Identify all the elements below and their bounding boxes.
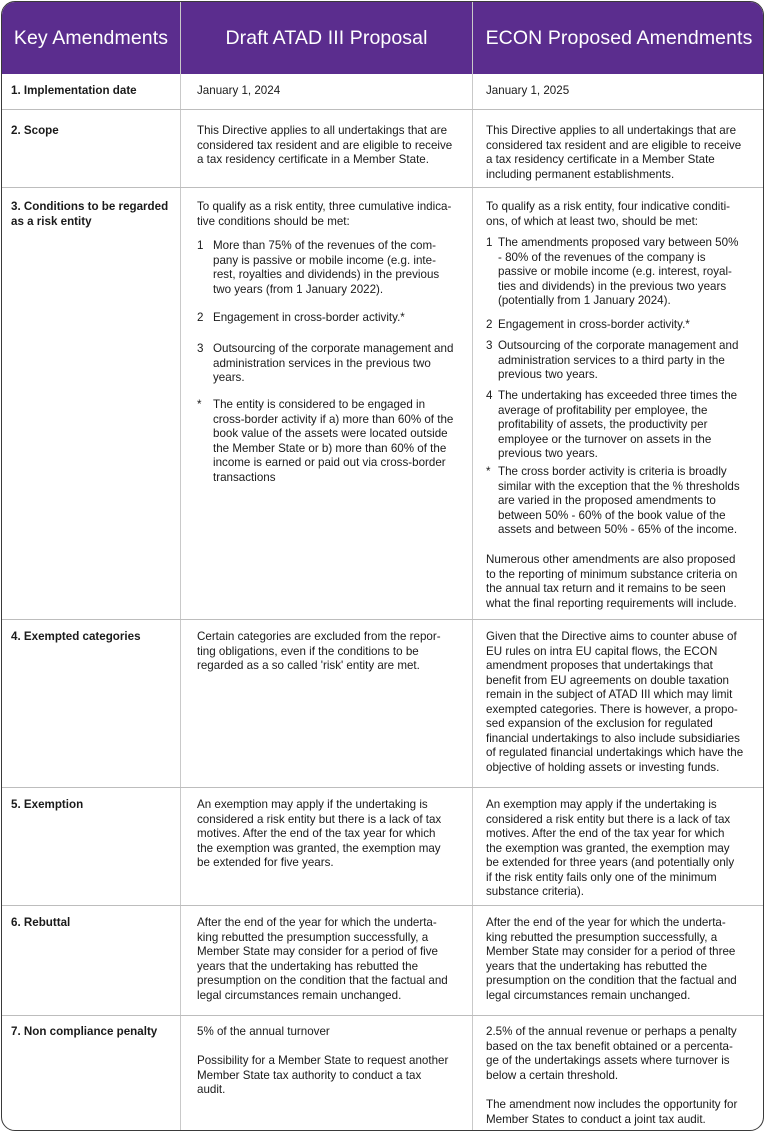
econ-rebuttal-line: presumption on the condition that the factual and: [486, 974, 737, 987]
econ-conditions-item-marker: 4: [486, 389, 493, 402]
draft-conditions-item-marker: 3: [197, 342, 204, 355]
econ-scope-line: a tax residency certificate in a Member State: [486, 153, 715, 166]
econ-exempted-categories-line: sed expansion of the exclusion for regulated: [486, 717, 713, 730]
draft-conditions-item-line: the Member State or b) more than 60% of the: [213, 441, 447, 455]
econ-conditions-outro-line: the annual tax return and it remains to be seen: [486, 582, 726, 595]
econ-conditions-item-line: are varied in the proposed amendments to: [498, 494, 716, 507]
row-label-scope-line: 2. Scope: [11, 124, 59, 137]
draft-rebuttal-line: king rebutted the presumption successfully, a: [197, 930, 429, 944]
draft-conditions-item-marker: 2: [197, 311, 204, 324]
draft-conditions-item-marker: 1: [197, 239, 204, 252]
draft-conditions-item-line: pany is passive or mobile income (e.g. inte-: [213, 253, 436, 267]
row-label-exemption-line: 5. Exemption: [11, 798, 84, 811]
draft-rebuttal-line: presumption on the condition that the factual and: [197, 974, 448, 987]
econ-rebuttal-line: legal circumstances remain unchanged.: [486, 988, 691, 1002]
econ-conditions-outro-line: Numerous other amendments are also proposed: [486, 553, 736, 566]
draft-conditions-item-line: years.: [213, 371, 245, 384]
row-label-implementation-date-line: 1. Implementation date: [11, 84, 137, 97]
econ-conditions-item-line: between 50% - 60% of the book value of the: [498, 508, 726, 522]
draft-conditions-item-line: cross-border activity if a) more than 60% of the: [213, 412, 454, 426]
econ-conditions-item-marker: 2: [486, 318, 493, 331]
draft-exemption-line: be extended for five years.: [197, 856, 334, 869]
econ-penalty-audit-line: The amendment now includes the opportunity for: [486, 1098, 738, 1111]
row-label-conditions-line: as a risk entity: [11, 214, 92, 228]
draft-exemption-line: motives. After the end of the tax year for which: [197, 827, 436, 840]
econ-conditions-item-line: ties and dividends) in the previous two years: [498, 279, 727, 293]
row-label-non-compliance-penalty-line: 7. Non compliance penalty: [11, 1025, 158, 1038]
draft-rebuttal-line: After the end of the year for which the underta-: [197, 916, 437, 929]
draft-scope-line: considered tax resident and are eligible to receive: [197, 138, 453, 152]
draft-exempted-categories-line: ting obligations, even if the conditions to be: [197, 644, 419, 658]
amendments-table: [1, 1, 764, 1131]
column-divider-2: [472, 2, 473, 1131]
econ-exemption-line: be extended for three years (and potentially only: [486, 856, 735, 869]
econ-exempted-categories-line: objective of holding assets or investing funds.: [486, 760, 720, 774]
econ-conditions-item-line: similar with the exception that the % thresholds: [498, 479, 740, 493]
econ-scope-line: including permanent establishments.: [486, 167, 675, 181]
draft-rebuttal-line: legal circumstances remain unchanged.: [197, 988, 402, 1002]
econ-conditions-outro-line: to the reporting of minimum substance criteria on: [486, 567, 738, 581]
draft-exempted-categories-line: Certain categories are excluded from the repor-: [197, 630, 441, 643]
econ-conditions-item-line: employee or the turnover on assets in the: [498, 432, 712, 446]
draft-conditions-item-line: Outsourcing of the corporate management and: [213, 342, 454, 355]
econ-exempted-categories-line: financial undertakings to also include subsidiaries: [486, 731, 740, 745]
econ-conditions-item-marker: 3: [486, 339, 493, 352]
econ-penalty-line: based on the tax benefit obtained or a percenta-: [486, 1039, 733, 1053]
header-econ-amendments: ECON Proposed Amendments: [485, 26, 753, 49]
econ-conditions-outro-line: what the final reporting requirements will include.: [486, 596, 737, 610]
econ-conditions-item-line: previous two years.: [498, 368, 598, 381]
column-divider-1: [180, 2, 181, 1131]
econ-exempted-categories-line: remain in the subject of ATAD III which may limit: [486, 688, 733, 701]
draft-exemption-line: considered a risk entity but there is a lack of tax: [197, 812, 442, 826]
econ-exempted-categories-line: EU rules on intra EU capital flows, the ECON: [486, 644, 718, 658]
econ-penalty-audit-line: Member States to conduct a joint tax audit.: [486, 1112, 706, 1126]
draft-penalty-audit-line: audit.: [197, 1083, 226, 1096]
draft-conditions-item-line: rest, royalties and dividends) in the previous: [213, 268, 440, 281]
draft-conditions-item-line: transactions: [213, 470, 276, 484]
draft-conditions-item-line: Engagement in cross-border activity.*: [213, 311, 405, 324]
row-divider: [2, 1015, 763, 1016]
draft-penalty-line: 5% of the annual turnover: [197, 1025, 330, 1038]
header-draft-proposal: Draft ATAD III Proposal: [225, 26, 428, 49]
econ-conditions-item-line: profitability of assets, the productivity per: [498, 418, 708, 431]
draft-conditions-item-line: income is earned or paid out via cross-border: [213, 456, 446, 469]
draft-scope-line: a tax residency certificate in a Member State.: [197, 153, 429, 166]
draft-scope-line: This Directive applies to all undertakings that are: [197, 124, 448, 137]
draft-penalty-audit-line: Member State tax authority to conduct a tax: [197, 1068, 422, 1082]
econ-conditions-intro-line: ons, of which at least two, should be met:: [486, 214, 699, 228]
econ-exempted-categories-line: exempted categories. There is however, a propo-: [486, 702, 738, 716]
econ-scope-line: considered tax resident and are eligible to receive: [486, 138, 742, 152]
econ-exemption-line: An exemption may apply if the undertaking is: [486, 798, 717, 811]
draft-penalty-audit-line: Possibility for a Member State to request another: [197, 1054, 449, 1067]
econ-implementation-date-line: January 1, 2025: [486, 84, 570, 97]
draft-implementation-date-line: January 1, 2024: [197, 84, 281, 97]
econ-penalty-line: 2.5% of the annual revenue or perhaps a penalty: [486, 1025, 737, 1038]
draft-conditions-item-line: administration services in the previous two: [213, 356, 431, 370]
draft-conditions-item-line: The entity is considered to be engaged in: [213, 398, 426, 411]
header-key-amendments: Key Amendments: [13, 26, 169, 49]
table-header: [2, 2, 763, 74]
econ-exemption-line: considered a risk entity but there is a lack of tax: [486, 812, 731, 826]
econ-exempted-categories-line: of regulated financial undertakings which have the: [486, 746, 744, 759]
econ-conditions-item-marker: 1: [486, 236, 493, 249]
econ-rebuttal-line: Member State may consider for a period of three: [486, 945, 736, 958]
row-label-rebuttal-line: 6. Rebuttal: [11, 916, 71, 929]
econ-conditions-item-line: administration services to a third party in the: [498, 353, 725, 367]
draft-exemption-line: An exemption may apply if the undertaking is: [197, 798, 428, 811]
draft-conditions-item-line: More than 75% of the revenues of the com-: [213, 239, 436, 252]
econ-rebuttal-line: years that the undertaking has rebutted the: [486, 959, 708, 973]
draft-conditions-intro-line: tive conditions should be met:: [197, 214, 350, 228]
row-divider: [2, 187, 763, 188]
econ-exempted-categories-line: Given that the Directive aims to counter abuse of: [486, 630, 737, 643]
econ-conditions-item-line: assets and between 50% - 65% of the income.: [498, 523, 738, 536]
econ-penalty-line: below a certain threshold.: [486, 1068, 619, 1082]
draft-exemption-line: the exemption was granted, the exemption may: [197, 841, 441, 855]
econ-conditions-item-marker: *: [486, 465, 491, 478]
draft-conditions-item-line: book value of the assets were located outside: [213, 427, 448, 440]
draft-exempted-categories-line: regarded as a so called 'risk' entity are met.: [197, 659, 420, 672]
draft-rebuttal-line: years that the undertaking has rebutted the: [197, 959, 419, 973]
econ-exemption-line: the exemption was granted, the exemption may: [486, 841, 730, 855]
econ-conditions-item-line: previous two years.: [498, 447, 598, 460]
econ-exemption-line: motives. After the end of the tax year for which: [486, 827, 725, 840]
draft-conditions-intro-line: To qualify as a risk entity, three cumulative indica-: [197, 200, 452, 213]
row-divider: [2, 905, 763, 906]
econ-conditions-item-line: The undertaking has exceeded three times the: [498, 389, 738, 402]
econ-conditions-item-line: The cross border activity is criteria is broadly: [498, 465, 727, 478]
econ-rebuttal-line: After the end of the year for which the underta-: [486, 916, 726, 929]
econ-conditions-intro-line: To qualify as a risk entity, four indicative conditi-: [486, 200, 731, 213]
draft-conditions-item-line: two years (from 1 January 2022).: [213, 282, 384, 296]
row-divider: [2, 109, 763, 110]
econ-conditions-item-line: average of profitability per employee, the: [498, 403, 708, 417]
econ-exempted-categories-line: benefit from EU agreements on double taxation: [486, 673, 729, 687]
econ-penalty-line: ge of the undertakings assets where turnover is: [486, 1054, 730, 1067]
econ-conditions-item-line: Engagement in cross-border activity.*: [498, 318, 690, 331]
row-divider: [2, 787, 763, 788]
row-label-conditions-line: 3. Conditions to be regarded: [11, 200, 169, 213]
econ-conditions-item-line: Outsourcing of the corporate management and: [498, 339, 739, 352]
econ-exemption-line: substance criteria).: [486, 885, 584, 898]
econ-conditions-item-line: passive or mobile income (e.g. interest, royal-: [498, 265, 732, 278]
row-divider: [2, 619, 763, 620]
econ-conditions-item-line: (potentially from 1 January 2024).: [498, 294, 671, 307]
econ-exemption-line: if the risk entity fails only one of the minimum: [486, 870, 717, 884]
econ-conditions-item-line: The amendments proposed vary between 50%: [498, 236, 739, 249]
draft-rebuttal-line: Member State may consider for a period of five: [197, 945, 439, 958]
econ-exempted-categories-line: amendment proposes that undertakings that: [486, 659, 713, 672]
econ-rebuttal-line: king rebutted the presumption successfully, a: [486, 930, 718, 944]
row-label-exempted-categories-line: 4. Exempted categories: [11, 630, 141, 643]
econ-conditions-item-line: - 80% of the revenues of the company is: [498, 250, 706, 264]
draft-conditions-item-marker: *: [197, 398, 202, 411]
econ-scope-line: This Directive applies to all undertakings that are: [486, 124, 737, 137]
